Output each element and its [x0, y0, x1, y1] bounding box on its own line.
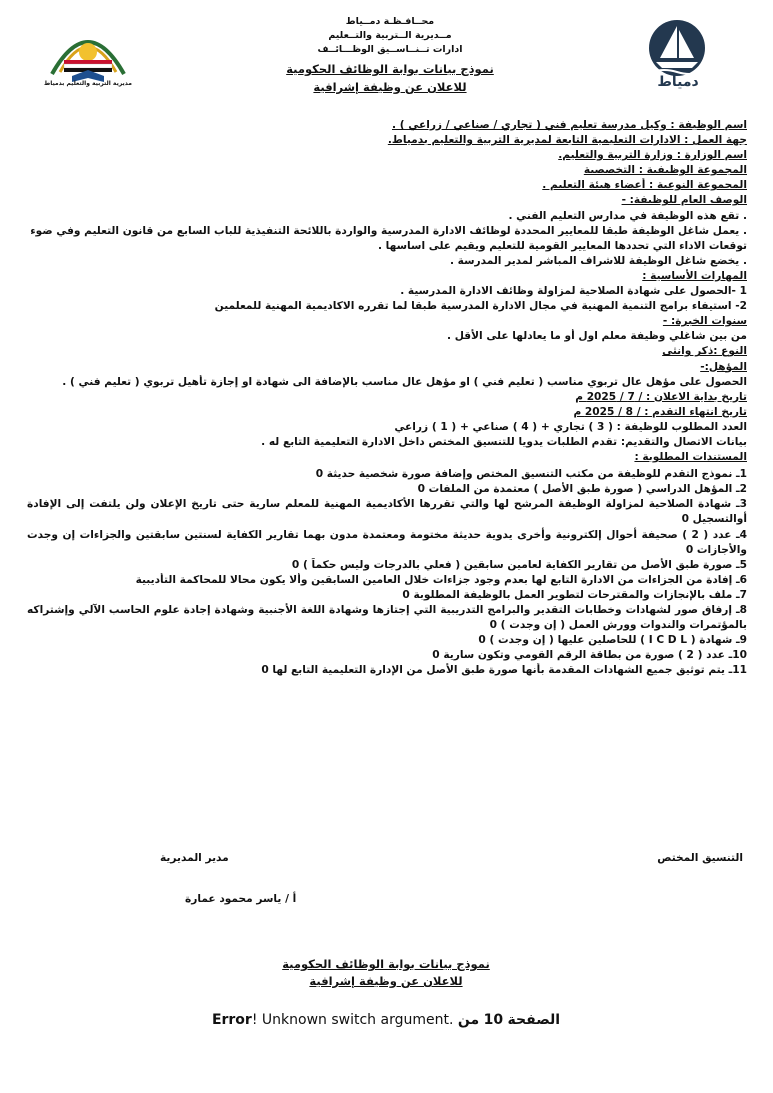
footer-subtitle: للاعلان عن وظيفة إشرافية — [309, 974, 463, 988]
job-details — [27, 118, 747, 678]
description-item: . يعمل شاغل الوظيفة طبقا للمعايير المحددة لوظائف الادارة المدرسية والواردة باللائحة التنفيذية للباب السابع من قانون التعليم وفي ضوء — [30, 224, 747, 237]
document-item: 1ـ نموذج التقدم للوظيفة من مكتب التنسيق المختص وإضافة صورة شخصية حديثة 0 — [315, 468, 747, 481]
job-title: اسم الوظيفة : وكيل مدرسة تعليم فني ( تجاري / صناعي / زراعي ) . — [392, 119, 747, 131]
document-item: 2ـ المؤهل الدراسي ( صورة طبق الأصل ) معتمدة من الملفات 0 — [417, 483, 747, 496]
document-item: 6ـ إفادة من الجزاءات من الادارة التابع لها بعدم وجود جزاءات خلال العامين السابقين وألا يكون محالا للمحاكمة التأديبية — [135, 573, 747, 586]
form-title: نموذج بيانات بوابة الوظائف الحكومية — [286, 62, 494, 76]
skills-heading: المهارات الأساسية : — [642, 269, 747, 282]
required-count: العدد المطلوب للوظيفة : ( 3 ) تجاري + ( 4 ) صناعي + ( 1 ) زراعي — [394, 420, 747, 433]
field-error — [212, 1012, 453, 1028]
announcement-start-date: تاريخ بداية الاعلان : / 7 / 2025 م — [575, 390, 747, 403]
skill-item: 2- استيفاء برامج التنمية المهنية في مجال الادارة المدرسية طبقا لما تقرره الاكاديمية المهنية للمعلمين — [214, 300, 747, 313]
document-item: 5ـ صورة طبق الأصل من تقارير الكفاية لعامين سابقين ( فعلي بالدرجات وليس حكماً ) 0 — [291, 558, 747, 571]
department-line: ادارات تــنــاســيق الوظـــائــف — [317, 44, 463, 55]
skill-item: 1 -الحصول على شهادة الصلاحية لمزاولة وظائف الادارة المدرسية . — [400, 285, 747, 298]
governorate-line: محــافـظـة دمــياط — [345, 16, 435, 27]
form-subtitle: للاعلان عن وظيفة إشرافية — [313, 80, 467, 94]
qualification-heading: المؤهل:- — [700, 360, 747, 373]
documents-heading: المستندات المطلوبة : — [634, 451, 747, 464]
left-logo-caption: مديرية التربية والتعليم بدمياط — [43, 80, 132, 87]
document-item: 4ـ عدد ( 2 ) صحيفة أحوال إلكترونية وأخرى يدوية حديثة مختومة ومعتمدة مدون بهما تقارير الكفاية لسنتين سابقتين والجزاءات إن وجدت والأجازات 0 — [27, 528, 747, 556]
qualification-text: الحصول على مؤهل عال تربوي مناسب ( تعليم فني ) او مؤهل عال مناسب بالإضافة الى شهادة او إجازة تأهيل تربوي ( تعليم فني ) . — [62, 375, 747, 388]
of-label: من — [457, 1012, 480, 1028]
document-item: 3ـ شهادة الصلاحية لمزاولة الوظيفة المرشح لها والتي تقررها الأكاديمية المهنية للمعلم سارية حتى تاريخ الإعلان ولن يلتفت إلى الإفادة أوالتسجيل 0 — [27, 498, 747, 526]
director-name: أ / ياسر محمود عمارة — [185, 893, 297, 905]
general-description-heading: الوصف العام للوظيفة: - — [621, 194, 747, 207]
description-item: . تقع هذه الوظيفة في مدارس التعليم الفني . — [508, 209, 747, 222]
coordinator-signature-label: التنسيق المختص — [657, 852, 743, 864]
employer: جهة العمل : الادارات التعليمية التابعة لمديرية التربية والتعليم بدمياط. — [387, 134, 747, 147]
directorate-line: مــديرية الــتربية والتــعليم — [328, 30, 452, 41]
director-signature-label: مدير المديرية — [160, 852, 229, 864]
experience-text: من بين شاغلي وظيفة معلم اول أو ما يعادلها على الأقل . — [447, 330, 747, 343]
page-number-line — [176, 1012, 596, 1028]
document-item: 10ـ عدد ( 2 ) صورة من بطاقة الرقم القومي وتكون سارية 0 — [432, 649, 747, 662]
document-item: 7ـ ملف بالإنجازات والمقترحات لتطوير العمل بالوظيفة المطلوبة 0 — [402, 588, 747, 601]
gender: النوع :ذكر وانثى — [662, 345, 747, 358]
description-item: . يخضع شاغل الوظيفة للاشراف المباشر لمدير المدرسة . — [449, 254, 747, 267]
document-item: 11ـ يتم توثيق جميع الشهادات المقدمة بأنها صورة طبق الأصل من الإدارة التعليمية التابع لها 0 — [261, 664, 747, 677]
experience-heading: سنوات الخبرة: - — [662, 315, 747, 328]
type-group: المجموعة النوعية : أعضاء هيئة التعليم . — [542, 179, 747, 192]
contact-info: بيانات الاتصال والتقديم: تقدم الطلبات يدويا للتنسيق المختص داخل الادارة التعليمية التابع له . — [261, 435, 747, 448]
document-item: 9ـ شهادة ( I C D L ) للحاصلين عليها ( إن وجدت ) 0 — [478, 634, 747, 647]
footer-title: نموذج بيانات بوابة الوظائف الحكومية — [282, 957, 490, 971]
page-number: 10 — [483, 1012, 504, 1028]
document-item: 8ـ إرفاق صور لشهادات وخطابات التقدير والبرامج التدريبية التي إجتازها وشهادة اللغة الأجنبية وشهادة إجادة علوم الحاسب الآلي وإشتراكه بالمؤتمرات والندوات وورش العمل ( إن وجدت ) 0 — [27, 604, 747, 632]
description-item-continued: توقعات الاداء التي تحددها المعايير القومية للتعليم ويقيم على اساسها . — [377, 239, 747, 252]
damietta-logo-text: دمياط — [657, 74, 699, 90]
job-group: المجموعة الوظيفية : التخصصية — [583, 164, 747, 177]
error-message: ! Unknown switch argument. — [251, 1012, 454, 1028]
error-word: Error — [211, 1012, 252, 1028]
application-end-date: تاريخ انتهاء التقدم : / 8 / 2025 م — [573, 405, 747, 418]
page-label: الصفحة — [507, 1012, 561, 1028]
ministry: اسم الوزارة : وزارة التربية والتعليم. — [558, 149, 747, 162]
